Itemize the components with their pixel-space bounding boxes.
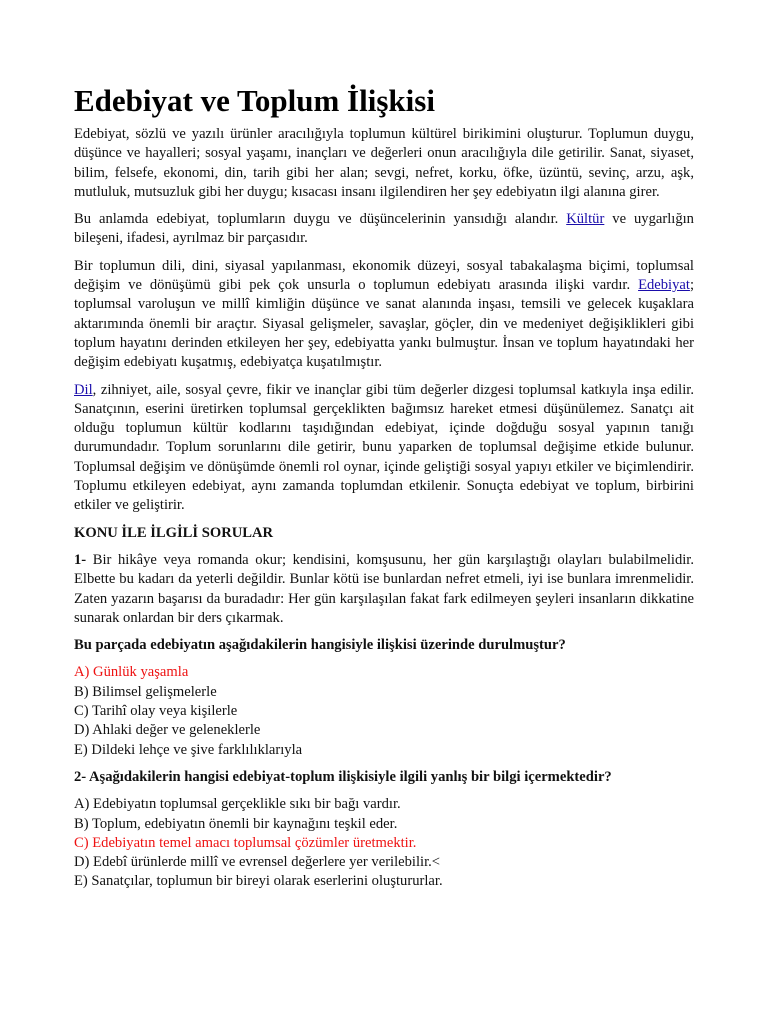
question-2-option-d[interactable]: D) Edebî ürünlerde millî ve evrensel değerlere yer verilebilir.<	[74, 854, 441, 871]
question-1-option-c[interactable]: C) Tarihî olay veya kişilerle	[74, 703, 238, 720]
paragraph-2	[74, 210, 694, 249]
question-2-option-e[interactable]: E) Sanatçılar, toplumun bir bireyi olarak eserlerini oluştururlar.	[74, 873, 443, 890]
page-title: Edebiyat ve Toplum İlişkisi	[74, 83, 435, 118]
question-1-option-b[interactable]: B) Bilimsel gelişmelerle	[74, 683, 217, 700]
paragraph-2-text-end: ve uygarlığın bileşeni, ifadesi, ayrılmaz bir parçasıdır.	[74, 211, 694, 247]
question-1-option-a[interactable]: A) Günlük yaşamla	[74, 664, 189, 681]
question-1-option-e[interactable]: E) Dildeki lehçe ve şive farklılıklarıyla	[74, 741, 303, 758]
paragraph-3	[74, 257, 694, 373]
kultur-link[interactable]: Kültür	[566, 211, 605, 228]
question-2-option-a[interactable]: A) Edebiyatın toplumsal gerçeklikle sıkı bir bağı vardır.	[74, 796, 401, 813]
section-heading: KONU İLE İLGİLİ SORULAR	[74, 524, 274, 541]
question-1-option-d[interactable]: D) Ahlaki değer ve geleneklerle	[74, 722, 261, 739]
paragraph-3-text-end: ; toplumsal varoluşun ve millî kimliğin düşünce ve sanat alanında inşası, temsili ve gelecek kuşaklara aktarımında önemli bir araçtır. Siyasal gelişmeler, savaşlar, göçler, din ve medeniyet değişiklikleri gibi toplum hayatını derinden etkileyen her şey, edebiyatta yankı bulmuştur. İnsan ve toplum hayatındaki her değişim edebiyatı kuşatmış, edebiyatça kuşatılmıştır.	[74, 277, 694, 371]
question-1-number: 1-	[74, 551, 87, 568]
paragraph-3-text-start: Bir toplumun dili, dini, siyasal yapılanması, ekonomik düzeyi, sosyal tabakalaşma biçimi, toplumsal değişim ve dönüşümü gibi pek çok unsurla o toplumun edebiyatı arasında ilişki vardır.	[74, 257, 694, 294]
edebiyat-link[interactable]: Edebiyat	[638, 277, 690, 294]
question-2-options	[74, 795, 694, 891]
question-2-option-b[interactable]: B) Toplum, edebiyatın önemli bir kaynağını teşkil eder.	[74, 815, 398, 832]
paragraph-4	[74, 381, 694, 516]
paragraph-4-text: , zihniyet, aile, sosyal çevre, fikir ve inançlar gibi tüm değerler dizgesi toplumsal katkıyla inşa edilir. Sanatçının, eserini üretirken toplumsal gerçeklikten bağımsız hareket etmesi düşünülemez. Sanatçı ait olduğu toplumun kültür kodlarını taşıdığından edebiyat, içinde doğduğu sosyal yapının tanığı durumundadır. Toplum sorunlarını dile getirir, bunu yaparken de toplumsal değişime etkide bulunur. Toplumsal değişim ve dönüşümde önemli rol oynar, içinde geliştiği sosyal yapıyı etkiler ve biçimlendirir. Toplumu etkileyen edebiyat, aynı zamanda toplumdan etkilenir. Sonuçta edebiyat ve toplum, birbirini etkiler ve geliştirir.	[74, 381, 694, 514]
question-2-text: 2- Aşağıdakilerin hangisi edebiyat-toplum ilişkisiyle ilgili yanlış bir bilgi içermektedir?	[74, 768, 612, 785]
question-1-text: Bu parçada edebiyatın aşağıdakilerin hangisiyle ilişkisi üzerinde durulmuştur?	[74, 637, 566, 654]
question-2-option-c[interactable]: C) Edebiyatın temel amacı toplumsal çözümler üretmektir.	[74, 834, 417, 851]
paragraph-2-text-start: Bu anlamda edebiyat, toplumların duygu ve düşüncelerinin yansıdığı alandır.	[74, 211, 567, 228]
paragraph-1: Edebiyat, sözlü ve yazılı ürünler aracılığıyla toplumun kültürel birikimini oluşturur. Toplumun duygu, düşünce ve hayalleri; sosyal yaşamı, inançları ve değerleri onun aracılığıyla dile getirilir. Sanat, siyaset, bilim, felsefe, ekonomi, din, tarih gibi her alan; sevgi, nefret, korku, öfke, üzüntü, sevinç, arzu, aşk, mutluluk, mutsuzluk gibi her duygu; kısacası insanı ilgilendiren her şey edebiyatın ilgi alanına girer.	[74, 126, 694, 200]
question-1-passage-text: Bir hikâye veya romanda okur; kendisini, komşusunu, her gün karşılaştığı olayları bulabilmelidir. Elbette bu kadarı da yeterli değildir. Bunlar kötü ise bunlardan nefret etmeli, iyi ise bunlara imrenmelidir. Zaten yazarın başarısı da buradadır: Her gün karşılaşılan fakat fark edilmeyen şeyleri insanların dikkatine sunarak onlardan bir ders çıkarmak.	[74, 551, 694, 626]
question-1-options	[74, 663, 694, 759]
question-1-passage	[74, 551, 694, 628]
dil-link[interactable]: Dil	[74, 381, 93, 398]
